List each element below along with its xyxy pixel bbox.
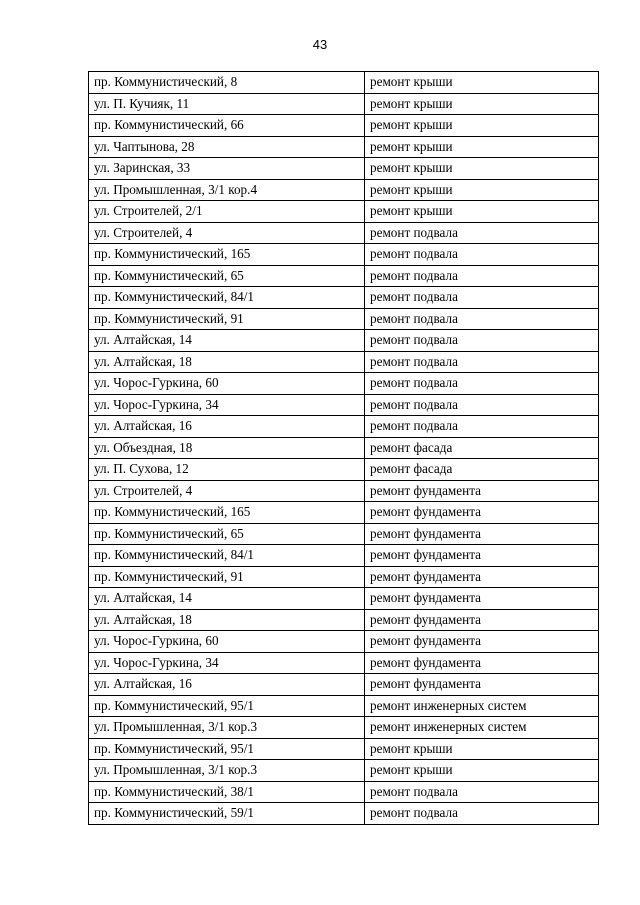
table-row: [89, 394, 599, 416]
table-row: [89, 351, 599, 373]
table-row: [89, 523, 599, 545]
table-row: [89, 222, 599, 244]
address-cell: ул. Алтайская, 18: [89, 609, 365, 631]
address-cell: пр. Коммунистический, 95/1: [89, 738, 365, 760]
address-cell: ул. П. Кучияк, 11: [89, 93, 365, 115]
work-type-cell: ремонт фундамента: [365, 652, 599, 674]
work-type-cell: ремонт крыши: [365, 115, 599, 137]
table-row: [89, 201, 599, 223]
table-row: [89, 674, 599, 696]
repair-works-table: [88, 71, 599, 825]
table-row: [89, 502, 599, 524]
page-number: 43: [312, 37, 328, 52]
table-row: [89, 308, 599, 330]
table-row: [89, 480, 599, 502]
address-cell: ул. Чаптынова, 28: [89, 136, 365, 158]
address-cell: ул. Алтайская, 16: [89, 674, 365, 696]
work-type-cell: ремонт крыши: [365, 136, 599, 158]
table-row: [89, 631, 599, 653]
address-cell: пр. Коммунистический, 65: [89, 265, 365, 287]
work-type-cell: ремонт фундамента: [365, 523, 599, 545]
table-row: [89, 545, 599, 567]
work-type-cell: ремонт фундамента: [365, 566, 599, 588]
table-row: [89, 652, 599, 674]
work-type-cell: ремонт подвала: [365, 781, 599, 803]
address-cell: ул. П. Сухова, 12: [89, 459, 365, 481]
work-type-cell: ремонт подвала: [365, 803, 599, 825]
address-cell: ул. Промышленная, 3/1 кор.4: [89, 179, 365, 201]
address-cell: ул. Промышленная, 3/1 кор.3: [89, 760, 365, 782]
address-cell: ул. Строителей, 2/1: [89, 201, 365, 223]
address-cell: ул. Чорос-Гуркина, 34: [89, 652, 365, 674]
table-row: [89, 93, 599, 115]
work-type-cell: ремонт фасада: [365, 459, 599, 481]
table-row: [89, 72, 599, 94]
work-type-cell: ремонт крыши: [365, 201, 599, 223]
address-cell: ул. Объездная, 18: [89, 437, 365, 459]
work-type-cell: ремонт подвала: [365, 416, 599, 438]
work-type-cell: ремонт подвала: [365, 394, 599, 416]
address-cell: ул. Алтайская, 14: [89, 588, 365, 610]
table-row: [89, 115, 599, 137]
work-type-cell: ремонт крыши: [365, 760, 599, 782]
work-type-cell: ремонт фундамента: [365, 674, 599, 696]
work-type-cell: ремонт фундамента: [365, 545, 599, 567]
work-type-cell: ремонт инженерных систем: [365, 695, 599, 717]
work-type-cell: ремонт фундамента: [365, 502, 599, 524]
table-row: [89, 330, 599, 352]
work-type-cell: ремонт крыши: [365, 158, 599, 180]
work-type-cell: ремонт подвала: [365, 351, 599, 373]
address-cell: ул. Алтайская, 16: [89, 416, 365, 438]
table-row: [89, 158, 599, 180]
address-cell: ул. Чорос-Гуркина, 60: [89, 373, 365, 395]
address-cell: ул. Чорос-Гуркина, 60: [89, 631, 365, 653]
work-type-cell: ремонт подвала: [365, 373, 599, 395]
table-row: [89, 588, 599, 610]
address-cell: ул. Строителей, 4: [89, 222, 365, 244]
address-cell: ул. Чорос-Гуркина, 34: [89, 394, 365, 416]
address-cell: пр. Коммунистический, 165: [89, 502, 365, 524]
table-body: [89, 72, 599, 825]
address-cell: ул. Строителей, 4: [89, 480, 365, 502]
table-row: [89, 136, 599, 158]
table-row: [89, 416, 599, 438]
work-type-cell: ремонт фундамента: [365, 480, 599, 502]
address-cell: ул. Заринская, 33: [89, 158, 365, 180]
work-type-cell: ремонт фундамента: [365, 609, 599, 631]
table-row: [89, 781, 599, 803]
work-type-cell: ремонт подвала: [365, 244, 599, 266]
work-type-cell: ремонт подвала: [365, 287, 599, 309]
address-cell: пр. Коммунистический, 8: [89, 72, 365, 94]
work-type-cell: ремонт подвала: [365, 222, 599, 244]
work-type-cell: ремонт крыши: [365, 738, 599, 760]
table-row: [89, 738, 599, 760]
address-cell: пр. Коммунистический, 91: [89, 308, 365, 330]
address-cell: пр. Коммунистический, 95/1: [89, 695, 365, 717]
work-type-cell: ремонт инженерных систем: [365, 717, 599, 739]
work-type-cell: ремонт крыши: [365, 179, 599, 201]
work-type-cell: ремонт фасада: [365, 437, 599, 459]
address-cell: пр. Коммунистический, 66: [89, 115, 365, 137]
address-cell: пр. Коммунистический, 84/1: [89, 287, 365, 309]
address-cell: пр. Коммунистический, 59/1: [89, 803, 365, 825]
address-cell: пр. Коммунистический, 165: [89, 244, 365, 266]
table-row: [89, 566, 599, 588]
table-row: [89, 459, 599, 481]
address-cell: пр. Коммунистический, 38/1: [89, 781, 365, 803]
table-row: [89, 179, 599, 201]
work-type-cell: ремонт подвала: [365, 330, 599, 352]
address-cell: пр. Коммунистический, 91: [89, 566, 365, 588]
address-cell: пр. Коммунистический, 84/1: [89, 545, 365, 567]
work-type-cell: ремонт крыши: [365, 72, 599, 94]
address-cell: ул. Промышленная, 3/1 кор.3: [89, 717, 365, 739]
table-row: [89, 695, 599, 717]
table-row: [89, 265, 599, 287]
address-cell: ул. Алтайская, 18: [89, 351, 365, 373]
address-cell: пр. Коммунистический, 65: [89, 523, 365, 545]
table-row: [89, 717, 599, 739]
table-row: [89, 244, 599, 266]
table-row: [89, 760, 599, 782]
address-cell: ул. Алтайская, 14: [89, 330, 365, 352]
work-type-cell: ремонт подвала: [365, 265, 599, 287]
table-row: [89, 437, 599, 459]
work-type-cell: ремонт фундамента: [365, 588, 599, 610]
table-row: [89, 803, 599, 825]
table-row: [89, 373, 599, 395]
table-row: [89, 609, 599, 631]
work-type-cell: ремонт фундамента: [365, 631, 599, 653]
work-type-cell: ремонт подвала: [365, 308, 599, 330]
table-row: [89, 287, 599, 309]
work-type-cell: ремонт крыши: [365, 93, 599, 115]
